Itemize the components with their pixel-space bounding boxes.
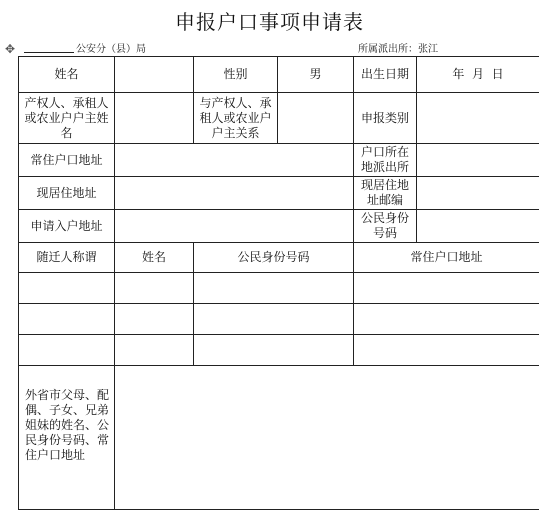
id-number-field[interactable]	[417, 210, 539, 243]
companion-relation-cell[interactable]	[19, 335, 115, 366]
gender-label: 性别	[194, 57, 278, 93]
branch-blank-line[interactable]	[24, 52, 74, 53]
companion-relation-cell[interactable]	[19, 304, 115, 335]
companion-relation-cell[interactable]	[19, 273, 115, 304]
name-label: 姓名	[19, 57, 115, 93]
branch-label: 公安分（县）局	[76, 44, 146, 55]
postcode-field[interactable]	[417, 177, 539, 210]
name-field[interactable]	[115, 57, 194, 93]
owner-name-field[interactable]	[115, 93, 194, 144]
permanent-address-label: 常住户口地址	[19, 144, 115, 177]
apply-type-label: 申报类别	[354, 93, 417, 144]
relatives-info-field[interactable]	[115, 366, 539, 510]
relation-label: 与产权人、承租人或农业户户主关系	[194, 93, 278, 144]
companion-name-cell[interactable]	[115, 335, 194, 366]
companion-address-cell[interactable]	[354, 273, 539, 304]
relatives-info-label: 外省市父母、配偶、子女、兄弟姐妹的姓名、公民身份号码、常住户口地址	[19, 366, 115, 510]
companion-id-header: 公民身份号码	[194, 243, 354, 273]
permanent-address-field[interactable]	[115, 144, 354, 177]
current-address-label: 现居住地址	[19, 177, 115, 210]
companion-name-cell[interactable]	[115, 304, 194, 335]
relation-field[interactable]	[278, 93, 354, 144]
police-station-header: 所属派出所：张江	[358, 44, 438, 55]
id-number-label: 公民身份号码	[354, 210, 417, 243]
dob-label: 出生日期	[354, 57, 417, 93]
postcode-label: 现居住地址邮编	[354, 177, 417, 210]
companion-address-cell[interactable]	[354, 304, 539, 335]
companion-relation-header: 随迁人称谓	[19, 243, 115, 273]
gender-value[interactable]: 男	[278, 57, 354, 93]
companion-id-cell[interactable]	[194, 335, 354, 366]
police-station-field[interactable]	[417, 144, 539, 177]
apply-address-field[interactable]	[115, 210, 354, 243]
companion-address-header: 常住户口地址	[354, 243, 539, 273]
move-handle-icon[interactable]: ✥	[5, 42, 16, 56]
current-address-field[interactable]	[115, 177, 354, 210]
companion-name-header: 姓名	[115, 243, 194, 273]
companion-name-cell[interactable]	[115, 273, 194, 304]
application-form-table	[18, 56, 539, 510]
dob-field[interactable]: 年 月 日	[417, 57, 539, 93]
companion-id-cell[interactable]	[194, 304, 354, 335]
form-title: 申报户口事项申请表	[175, 10, 364, 34]
owner-name-label: 产权人、承租人或农业户户主姓名	[19, 93, 115, 144]
companion-id-cell[interactable]	[194, 273, 354, 304]
apply-type-field[interactable]	[417, 93, 539, 144]
apply-address-label: 申请入户地址	[19, 210, 115, 243]
companion-address-cell[interactable]	[354, 335, 539, 366]
police-station-label: 户口所在地派出所	[354, 144, 417, 177]
